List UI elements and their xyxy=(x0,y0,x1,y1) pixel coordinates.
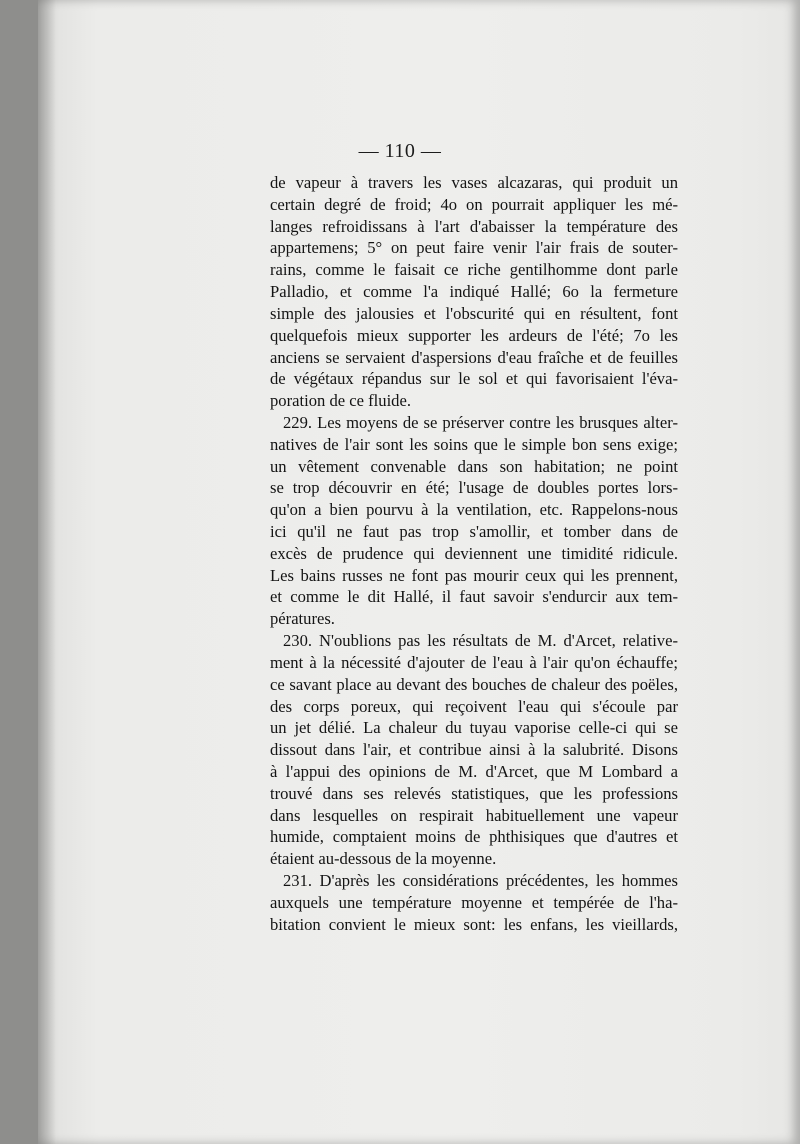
text-line: natives de l'air sont les soins que le simple bon sens exige; xyxy=(270,434,678,454)
text-line: poration de ce fluide. xyxy=(270,391,411,411)
text-line: de végétaux répandus sur le sol et qui favorisaient l'éva- xyxy=(270,369,678,389)
text-line: Les bains russes ne font pas mourir ceux qui les prennent, xyxy=(270,565,678,585)
text-line: quelquefois mieux supporter les ardeurs de l'été; 7o les xyxy=(270,325,678,345)
text-line: et comme le dit Hallé, il faut savoir s'endurcir aux tem- xyxy=(270,587,678,607)
paragraph-230-start: 230. N'oublions pas les résultats de M. d'Arcet, relative- xyxy=(283,631,678,651)
text-line: pératures. xyxy=(270,609,335,629)
paragraph-229-start: 229. Les moyens de se préserver contre les brusques alter- xyxy=(283,412,678,432)
text-line: un jet délié. La chaleur du tuyau vaporise celle-ci qui se xyxy=(270,718,678,738)
text-line: appartemens; 5° on peut faire venir l'air frais de souter- xyxy=(270,238,678,258)
text-line: de vapeur à travers les vases alcazaras, qui produit un xyxy=(270,173,678,192)
paragraph-231-start: 231. D'après les considérations précédentes, les hommes xyxy=(283,871,678,890)
text-line: qu'on a bien pourvu à la ventilation, etc. Rappelons-nous xyxy=(270,500,678,520)
text-line: des corps poreux, qui reçoivent l'eau qui s'écoule par xyxy=(270,696,678,716)
text-line: dissout dans l'air, et contribue ainsi à la salubrité. Disons xyxy=(270,740,678,760)
text-line: ici qu'il ne faut pas trop s'amollir, et tomber dans de xyxy=(270,522,678,541)
text-line: se trop découvrir en été; l'usage de doubles portes lors- xyxy=(270,478,678,498)
text-line: étaient au-dessous de la moyenne. xyxy=(270,849,497,869)
page-number-header: — 110 — xyxy=(358,140,442,162)
text-line: certain degré de froid; 4o on pourrait appliquer les mé- xyxy=(270,194,678,214)
text-line: simple des jalousies et l'obscurité qui en résultent, font xyxy=(270,303,678,323)
text-line: excès de prudence qui deviennent une timidité ridicule. xyxy=(270,543,678,563)
text-line: trouvé dans ses relevés statistiques, que les professions xyxy=(270,783,678,803)
text-line: langes refroidissans à l'art d'abaisser la température des xyxy=(270,216,678,236)
text-line: auxquels une température moyenne et tempérée de l'ha- xyxy=(270,892,678,912)
body-text xyxy=(270,172,678,935)
text-line: à l'appui des opinions de M. d'Arcet, que M Lombard a xyxy=(270,761,678,781)
text-line: bitation convient le mieux sont: les enfans, les vieillards, xyxy=(270,914,678,934)
text-line: humide, comptaient moins de phthisiques que d'autres et xyxy=(270,827,678,847)
text-line: rains, comme le faisait ce riche gentilhomme dont parle xyxy=(270,260,678,280)
text-line: ce savant place au devant des bouches de chaleur des poëles, xyxy=(270,674,678,694)
text-line: anciens se servaient d'aspersions d'eau fraîche et de feuilles xyxy=(270,347,678,367)
text-line: un vêtement convenable dans son habitation; ne point xyxy=(270,456,678,476)
text-line: ment à la nécessité d'ajouter de l'eau à l'air qu'on échauffe; xyxy=(270,652,678,672)
text-line: Palladio, et comme l'a indiqué Hallé; 6o la fermeture xyxy=(270,282,678,302)
text-line: dans lesquelles on respirait habituellement une vapeur xyxy=(270,805,678,825)
